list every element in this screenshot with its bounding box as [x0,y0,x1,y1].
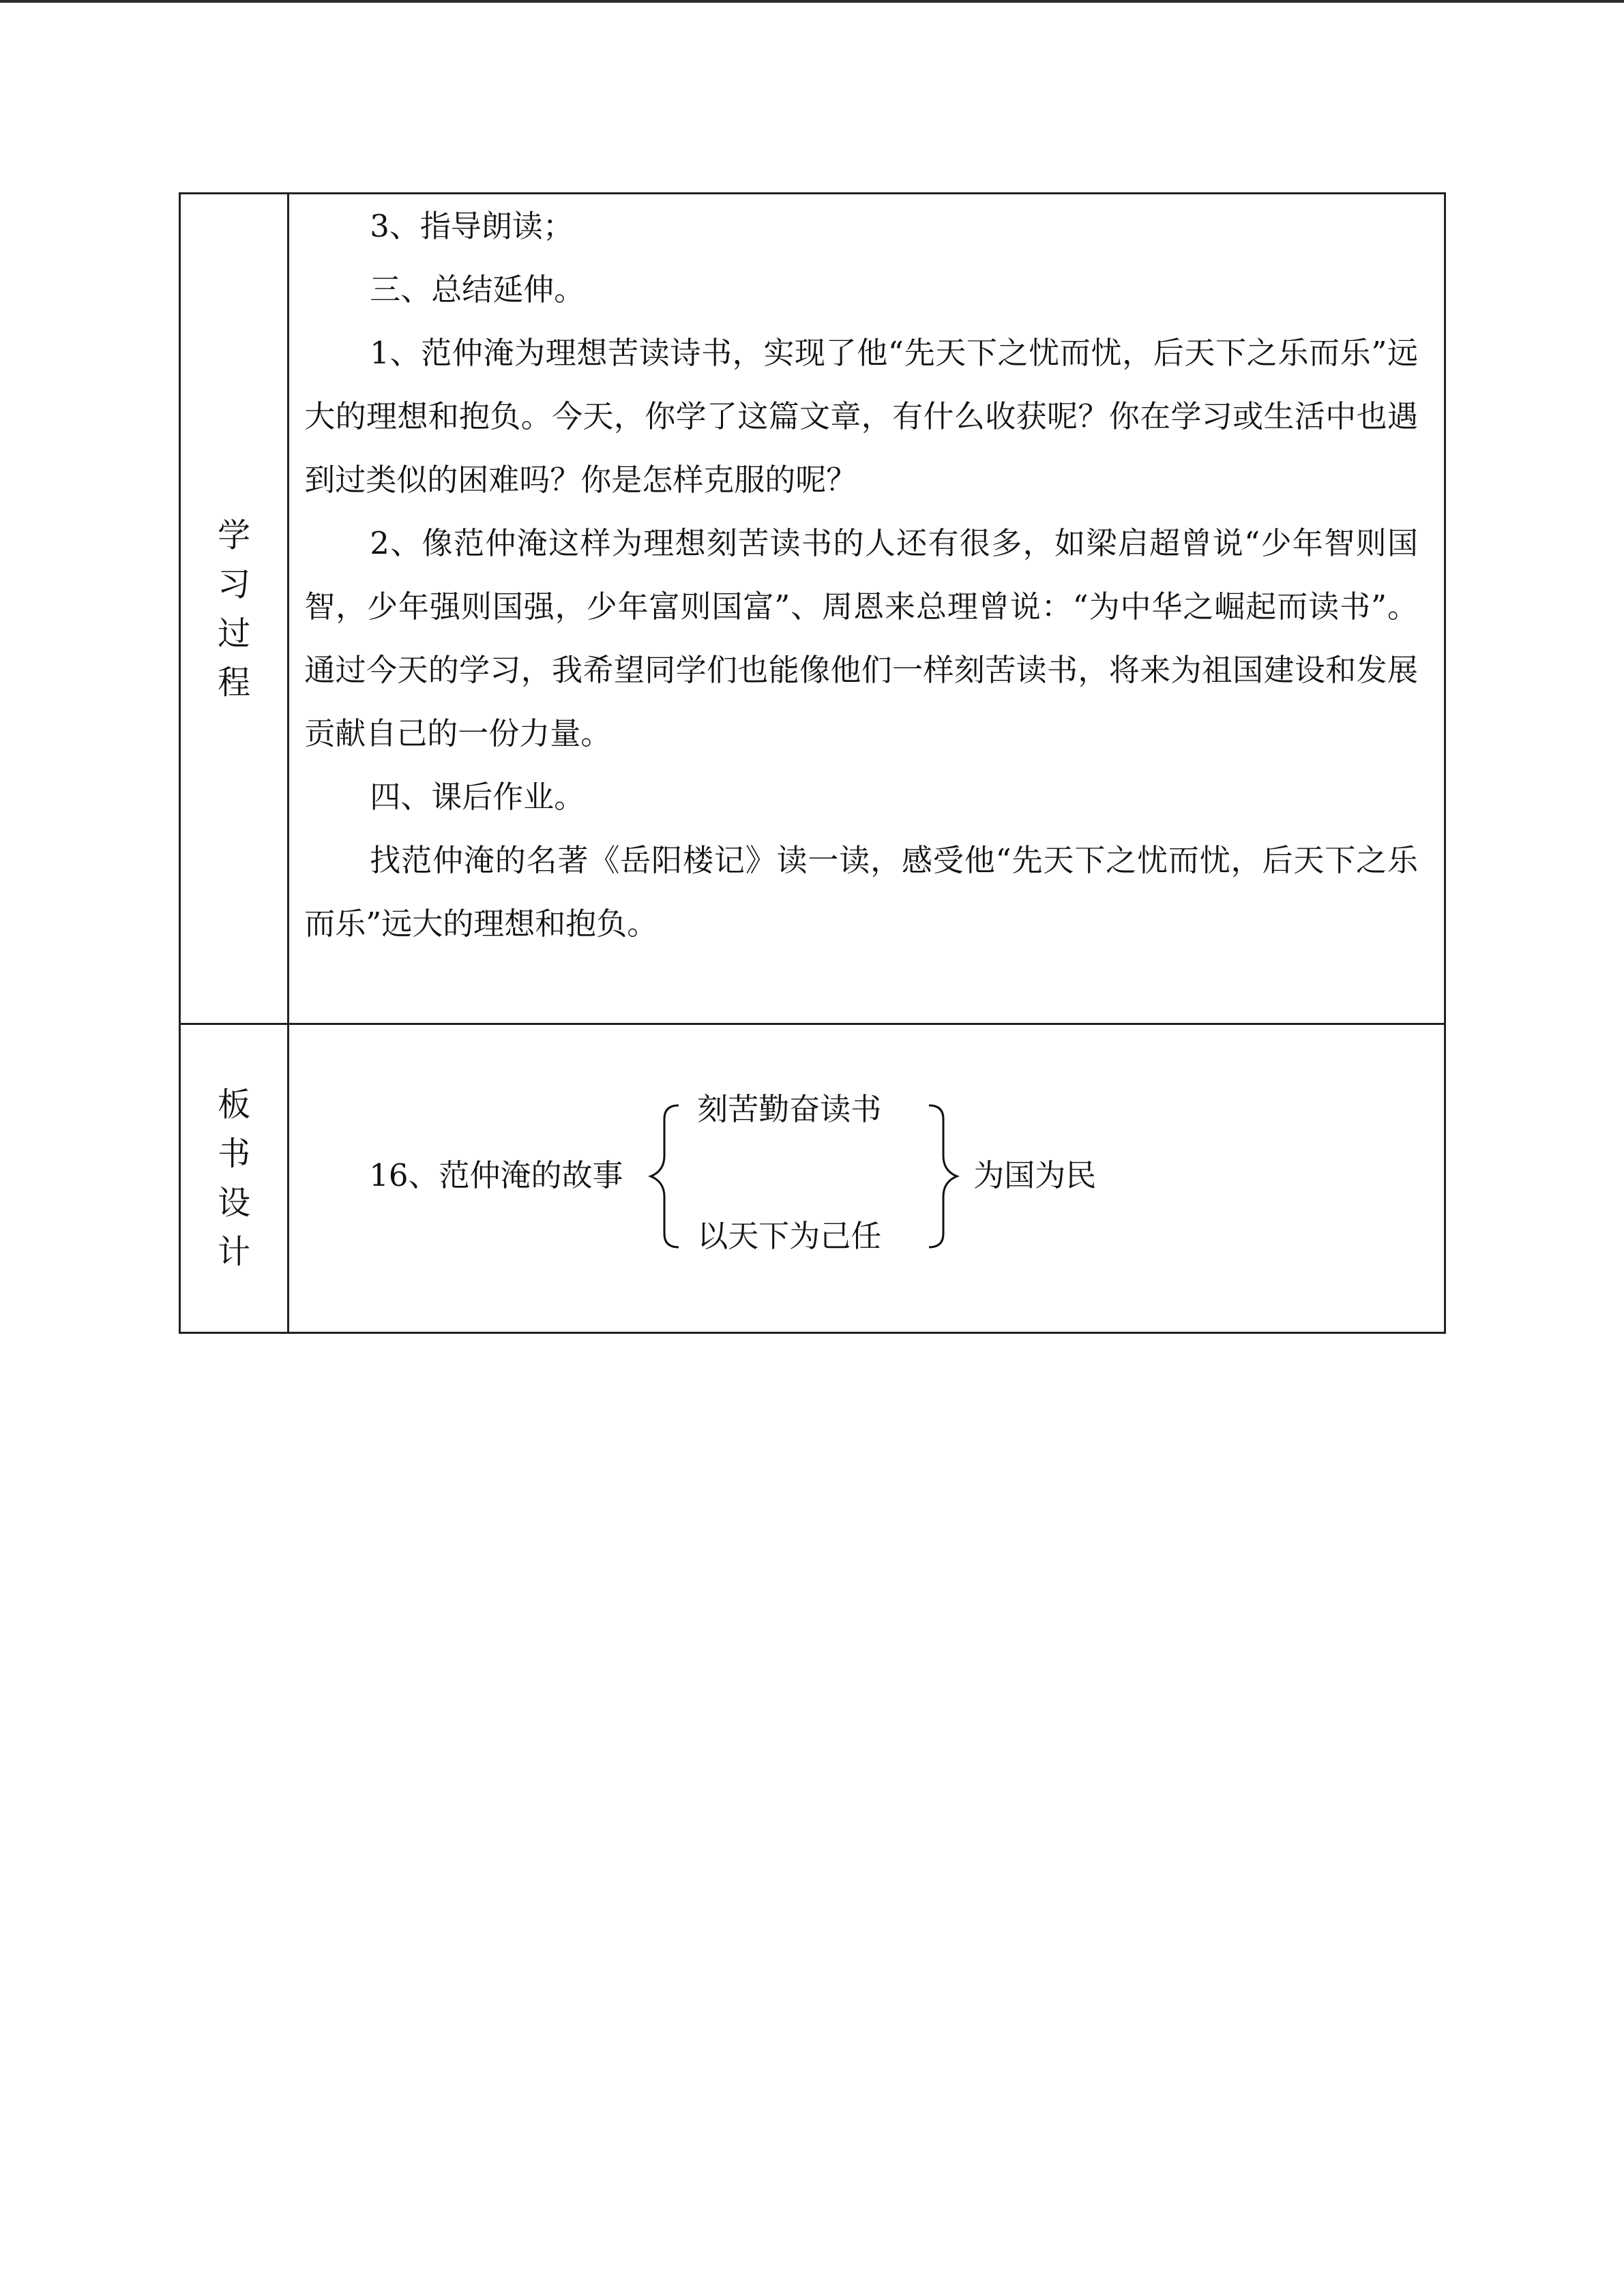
label-char: 计 [218,1233,251,1271]
lesson-plan-table [179,192,1446,1334]
board-design-label [180,1024,289,1333]
label-char: 设 [218,1184,251,1222]
label-char: 程 [218,663,251,702]
label-char: 学 [218,516,251,554]
board-branch-top: 刻苦勤奋读书 [697,1091,882,1127]
page-top-border [0,0,1624,3]
paragraph-summary-1: 1、范仲淹为理想苦读诗书，实现了他“先天下之忧而忧，后天下之乐而乐”远大的理想和抱负。今天，你学了这篇文章，有什么收获呢？你在学习或生活中也遇到过类似的困难吗？你是怎样克服的呢？ [304,335,1418,498]
label-char: 板 [218,1086,251,1124]
board-design-content [289,1024,1445,1333]
left-brace-icon [651,1105,679,1247]
board-branch-bottom: 以天下为己任 [697,1218,882,1254]
label-char: 书 [218,1135,251,1173]
paragraph-summary-heading: 三、总结延伸。 [370,271,585,308]
paragraph-homework-heading: 四、课后作业。 [370,779,585,815]
label-char: 习 [218,565,251,603]
learning-process-label [180,194,289,1024]
right-brace-icon [929,1105,957,1247]
paragraph-summary-2: 2、像范仲淹这样为理想刻苦读书的人还有很多，如梁启超曾说“少年智则国智，少年强则国强，少年富则国富”、周恩来总理曾说：“为中华之崛起而读书”。通过今天的学习，我希望同学们也能像他们一样刻苦读书，将来为祖国建设和发展贡献自己的一份力量。 [304,525,1418,751]
learning-process-row [180,194,1445,1024]
learning-process-content [289,194,1445,1024]
board-design-row [180,1024,1445,1333]
board-conclusion: 为国为民 [973,1157,1097,1193]
paragraph-homework: 找范仲淹的名著《岳阳楼记》读一读，感受他“先天下之忧而忧，后天下之乐而乐”远大的理想和抱负。 [304,842,1418,942]
board-title: 16、范仲淹的故事 [369,1157,623,1193]
label-char: 过 [218,614,251,653]
board-diagram [289,1025,1444,1332]
paragraph-guided-reading: 3、指导朗读； [370,208,574,244]
